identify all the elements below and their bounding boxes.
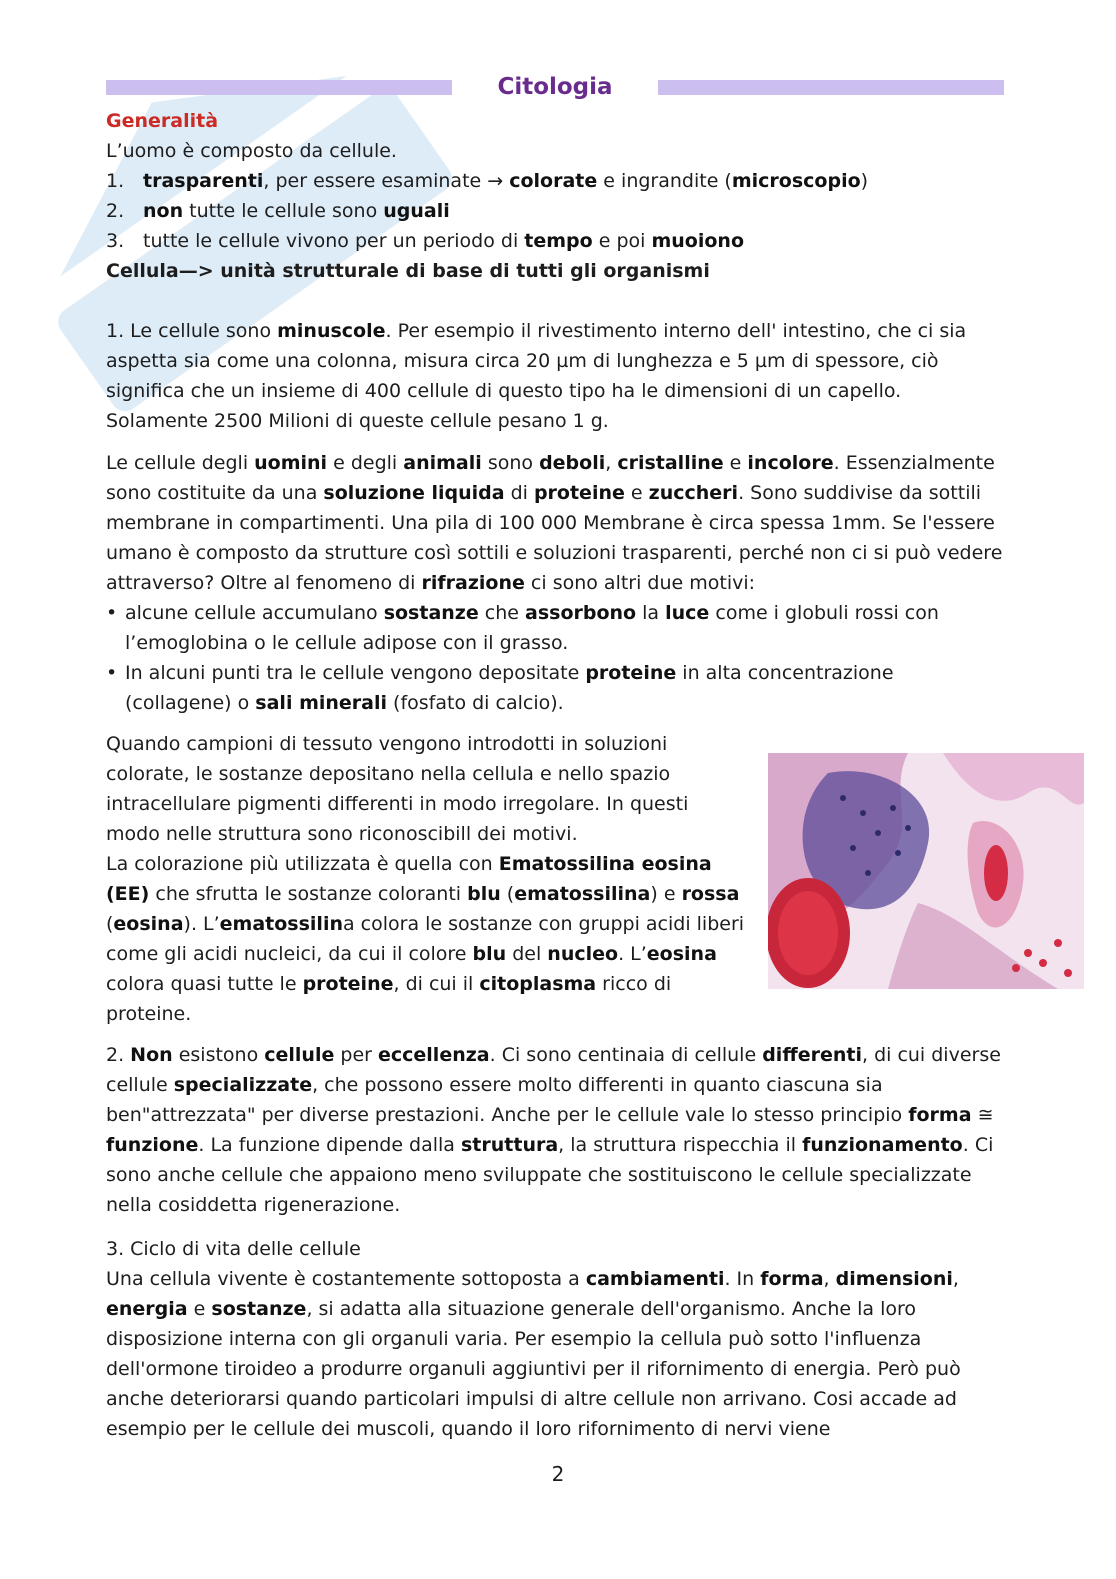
paragraph-minuscole [106, 316, 1006, 436]
text-run: e [723, 452, 748, 474]
bold-term: struttura [461, 1134, 559, 1156]
bold-term: blu [467, 883, 501, 905]
text-run: Quando campioni di tessuto vengono introdotti in soluzioni colorate, le sostanze depositano nella cellula e nello spazio intracellulare pigmenti differenti in modo irregolare. In questi modo nelle struttura sono riconoscibill dei motivi. [106, 733, 689, 845]
cell-definition: Cellula—> unità strutturale di base di tutti gli organismi [106, 260, 710, 282]
list-item-text [143, 230, 744, 252]
histology-image [768, 753, 1084, 989]
bold-term: eccellenza [378, 1044, 490, 1066]
bullet-dot: • [106, 602, 118, 624]
bold-term: soluzione liquida [323, 482, 505, 504]
text-run: . Essenzialmente sono costituite da una [106, 452, 995, 504]
text-run: esistono [172, 1044, 265, 1066]
bold-term: minuscole [277, 320, 386, 342]
text-run: , si adatta alla situazione generale dell'organismo. Anche la loro disposizione interna con gli organuli varia. Per esempio la cellula può sotto l'influenza dell'ormone tiroideo a produrre organuli aggiuntivi per il rifornimento di energia. Però può anche deteriorarsi quando particolari impulsi di altre cellule non arrivano. Cosi accade ad esempio per le cellule dei muscoli, quando il loro rifornimento di nervi viene [106, 1298, 961, 1440]
text-run: , [823, 1268, 836, 1290]
bold-term: sostanze [211, 1298, 307, 1320]
text-run: . Ci sono centinaia di cellule [489, 1044, 763, 1066]
text-run: ) [860, 170, 869, 192]
bold-term: specializzate [173, 1074, 313, 1096]
text-run: ). L’ [183, 913, 220, 935]
text-run: . Ci sono anche cellule che appaiono meno sviluppate che sostituiscono le cellule specializzate nella cosiddetta rigenerazione. [106, 1134, 994, 1216]
bold-term: trasparenti [143, 170, 264, 192]
bold-term: tempo [524, 230, 593, 252]
title-row [106, 72, 1004, 104]
bold-term: assorbono [525, 602, 637, 624]
bold-term: Non [130, 1044, 173, 1066]
bold-term: funzionamento [802, 1134, 963, 1156]
bold-term: colorate [509, 170, 598, 192]
bold-term: rossa [681, 883, 740, 905]
bold-term: forma [908, 1104, 972, 1126]
text-run: . Sono suddivise da sottili membrane in compartimenti. Una pila di 100 000 Membrane è circa spessa 1mm. Se l'essere umano è composto da strutture così sottili e soluzioni trasparenti, perché non ci si può vedere attraverso? Oltre al fenomeno di [106, 482, 1003, 594]
text-run: la [636, 602, 666, 624]
text-run: e [624, 482, 649, 504]
bold-term: animali [403, 452, 482, 474]
paragraph-text [106, 849, 746, 1029]
text-run: del [506, 943, 548, 965]
text-run: colora quasi tutte le [106, 973, 303, 995]
text-run: , di cui diverse cellule [106, 1044, 1001, 1096]
bullet-text [125, 662, 894, 714]
list-number: 3. [106, 230, 125, 252]
text-run: in alta concentrazione (collagene) o [125, 662, 894, 714]
bold-term: differenti [762, 1044, 862, 1066]
text-run: Le cellule degli [106, 452, 255, 474]
paragraph-colorazione [106, 729, 746, 1029]
text-run: 1. Le cellule sono [106, 320, 278, 342]
text-run: In alcuni punti tra le cellule vengono depositate [125, 662, 586, 684]
bold-term: deboli [539, 452, 606, 474]
text-run: ≅ [971, 1104, 994, 1126]
text-run: di [504, 482, 534, 504]
bold-term: uguali [383, 200, 450, 222]
bold-term: nucleo [547, 943, 619, 965]
bold-term: zuccheri [648, 482, 739, 504]
text-run: , la struttura rispecchia il [558, 1134, 803, 1156]
bold-term: proteine [533, 482, 625, 504]
text-run: che [478, 602, 525, 624]
bold-term: Ematossilina eosina (EE) [106, 853, 712, 905]
text-run: (fosfato di calcio). [387, 692, 564, 714]
text-run: , [605, 452, 618, 474]
list-item-text [143, 200, 450, 222]
text-run: . In [724, 1268, 761, 1290]
bold-term: ematossilina [514, 883, 651, 905]
text-run: e poi [592, 230, 652, 252]
title-bar-right [658, 80, 1004, 95]
bold-term: rifrazione [421, 572, 525, 594]
text-run: 2. [106, 1044, 131, 1066]
bold-term: eosina [646, 943, 717, 965]
bold-term: muoiono [651, 230, 744, 252]
list-item [106, 166, 1006, 196]
title-bar-left [106, 80, 452, 95]
bullet-text [125, 602, 939, 654]
generalita-section [106, 106, 1006, 286]
text-run: , per essere esaminate → [263, 170, 510, 192]
text-run: . La funzione dipende dalla [198, 1134, 461, 1156]
paragraph-text [106, 448, 1006, 598]
bold-term: luce [665, 602, 710, 624]
text-run: ) e [650, 883, 682, 905]
bold-term: proteine [302, 973, 394, 995]
paragraph-text [106, 1264, 1006, 1444]
text-run: La colorazione più utilizzata è quella con [106, 853, 499, 875]
text-run: e ingrandite ( [597, 170, 732, 192]
text-run: sono [481, 452, 540, 474]
text-run: , di cui il [393, 973, 480, 995]
histology-stain-picture [768, 753, 1084, 989]
text-run: Una cellula vivente è costantemente sottoposta a [106, 1268, 586, 1290]
text-run: , che possono essere molto differenti in quanto ciascuna sia ben"attrezzata" per diverse prestazioni. Anche per le cellule vale lo stesso principio [106, 1074, 909, 1126]
text-run: . Per esempio il rivestimento interno dell' intestino, che ci sia aspetta sia come una colonna, misura circa 20 µm di lunghezza e 5 µm di spessore, ciò significa che un insieme di 400 cellule di questo tipo ha le dimensioni di un capello. Solamente 2500 Milioni di queste cellule pesano 1 g. [106, 320, 967, 432]
bold-term: non [143, 200, 184, 222]
list-item [106, 226, 1006, 256]
text-run: come i globuli rossi con l’emoglobina o le cellule adipose con il grasso. [125, 602, 939, 654]
paragraph-specializzazione [106, 1040, 1006, 1220]
text-run: ci sono altri due motivi: [524, 572, 756, 594]
bold-term: forma [760, 1268, 824, 1290]
bold-term: uomini [254, 452, 328, 474]
text-run: alcune cellule accumulano [125, 602, 384, 624]
paragraph-subtitle: 3. Ciclo di vita delle cellule [106, 1238, 361, 1260]
text-run: ( [500, 883, 515, 905]
bold-term: sali minerali [255, 692, 388, 714]
list-number: 1. [106, 170, 125, 192]
bold-term: energia [106, 1298, 188, 1320]
list-number: 2. [106, 200, 125, 222]
bold-term: proteine [585, 662, 677, 684]
text-run: . L’ [618, 943, 647, 965]
paragraph-trasparenza [106, 448, 1006, 718]
text-run: tutte le cellule vivono per un periodo di [143, 230, 525, 252]
text-run: tutte le cellule sono [183, 200, 384, 222]
bold-term: cellule [264, 1044, 335, 1066]
bold-term: ematossilin [219, 913, 343, 935]
bold-term: incolore [747, 452, 834, 474]
bold-term: blu [472, 943, 507, 965]
text-run: che sfrutta le sostanze coloranti [149, 883, 468, 905]
text-run: ( [106, 913, 114, 935]
bold-term: funzione [106, 1134, 199, 1156]
bullet-dot: • [106, 662, 118, 684]
paragraph-text [106, 1040, 1006, 1220]
page-number: 2 [551, 1462, 565, 1486]
intro-line: L’uomo è composto da cellule. [106, 140, 397, 162]
bold-term: dimensioni [835, 1268, 953, 1290]
text-run: e [187, 1298, 212, 1320]
text-run: a colora le sostanze con gruppi acidi liberi come gli acidi nucleici, da cui il colore [106, 913, 745, 965]
text-run: e degli [327, 452, 404, 474]
list-item [106, 196, 1006, 226]
bold-term: cambiamenti [585, 1268, 725, 1290]
paragraph-ciclo-di-vita [106, 1234, 1006, 1444]
paragraph-text [106, 729, 746, 849]
bold-term: cristalline [617, 452, 724, 474]
bold-term: eosina [113, 913, 184, 935]
bold-term: citoplasma [479, 973, 597, 995]
text-run: ricco di proteine. [106, 973, 672, 1025]
paragraph-text [106, 316, 1006, 436]
bullet-item [106, 658, 1006, 718]
text-run: , [952, 1268, 959, 1290]
text-run: per [334, 1044, 378, 1066]
page-title: Citologia [497, 74, 613, 100]
bullet-item [106, 598, 1006, 658]
numbered-list [106, 166, 1006, 256]
list-item-text [143, 170, 868, 192]
section-heading: Generalità [106, 110, 219, 132]
bold-term: sostanze [383, 602, 479, 624]
bold-term: microscopio [731, 170, 861, 192]
